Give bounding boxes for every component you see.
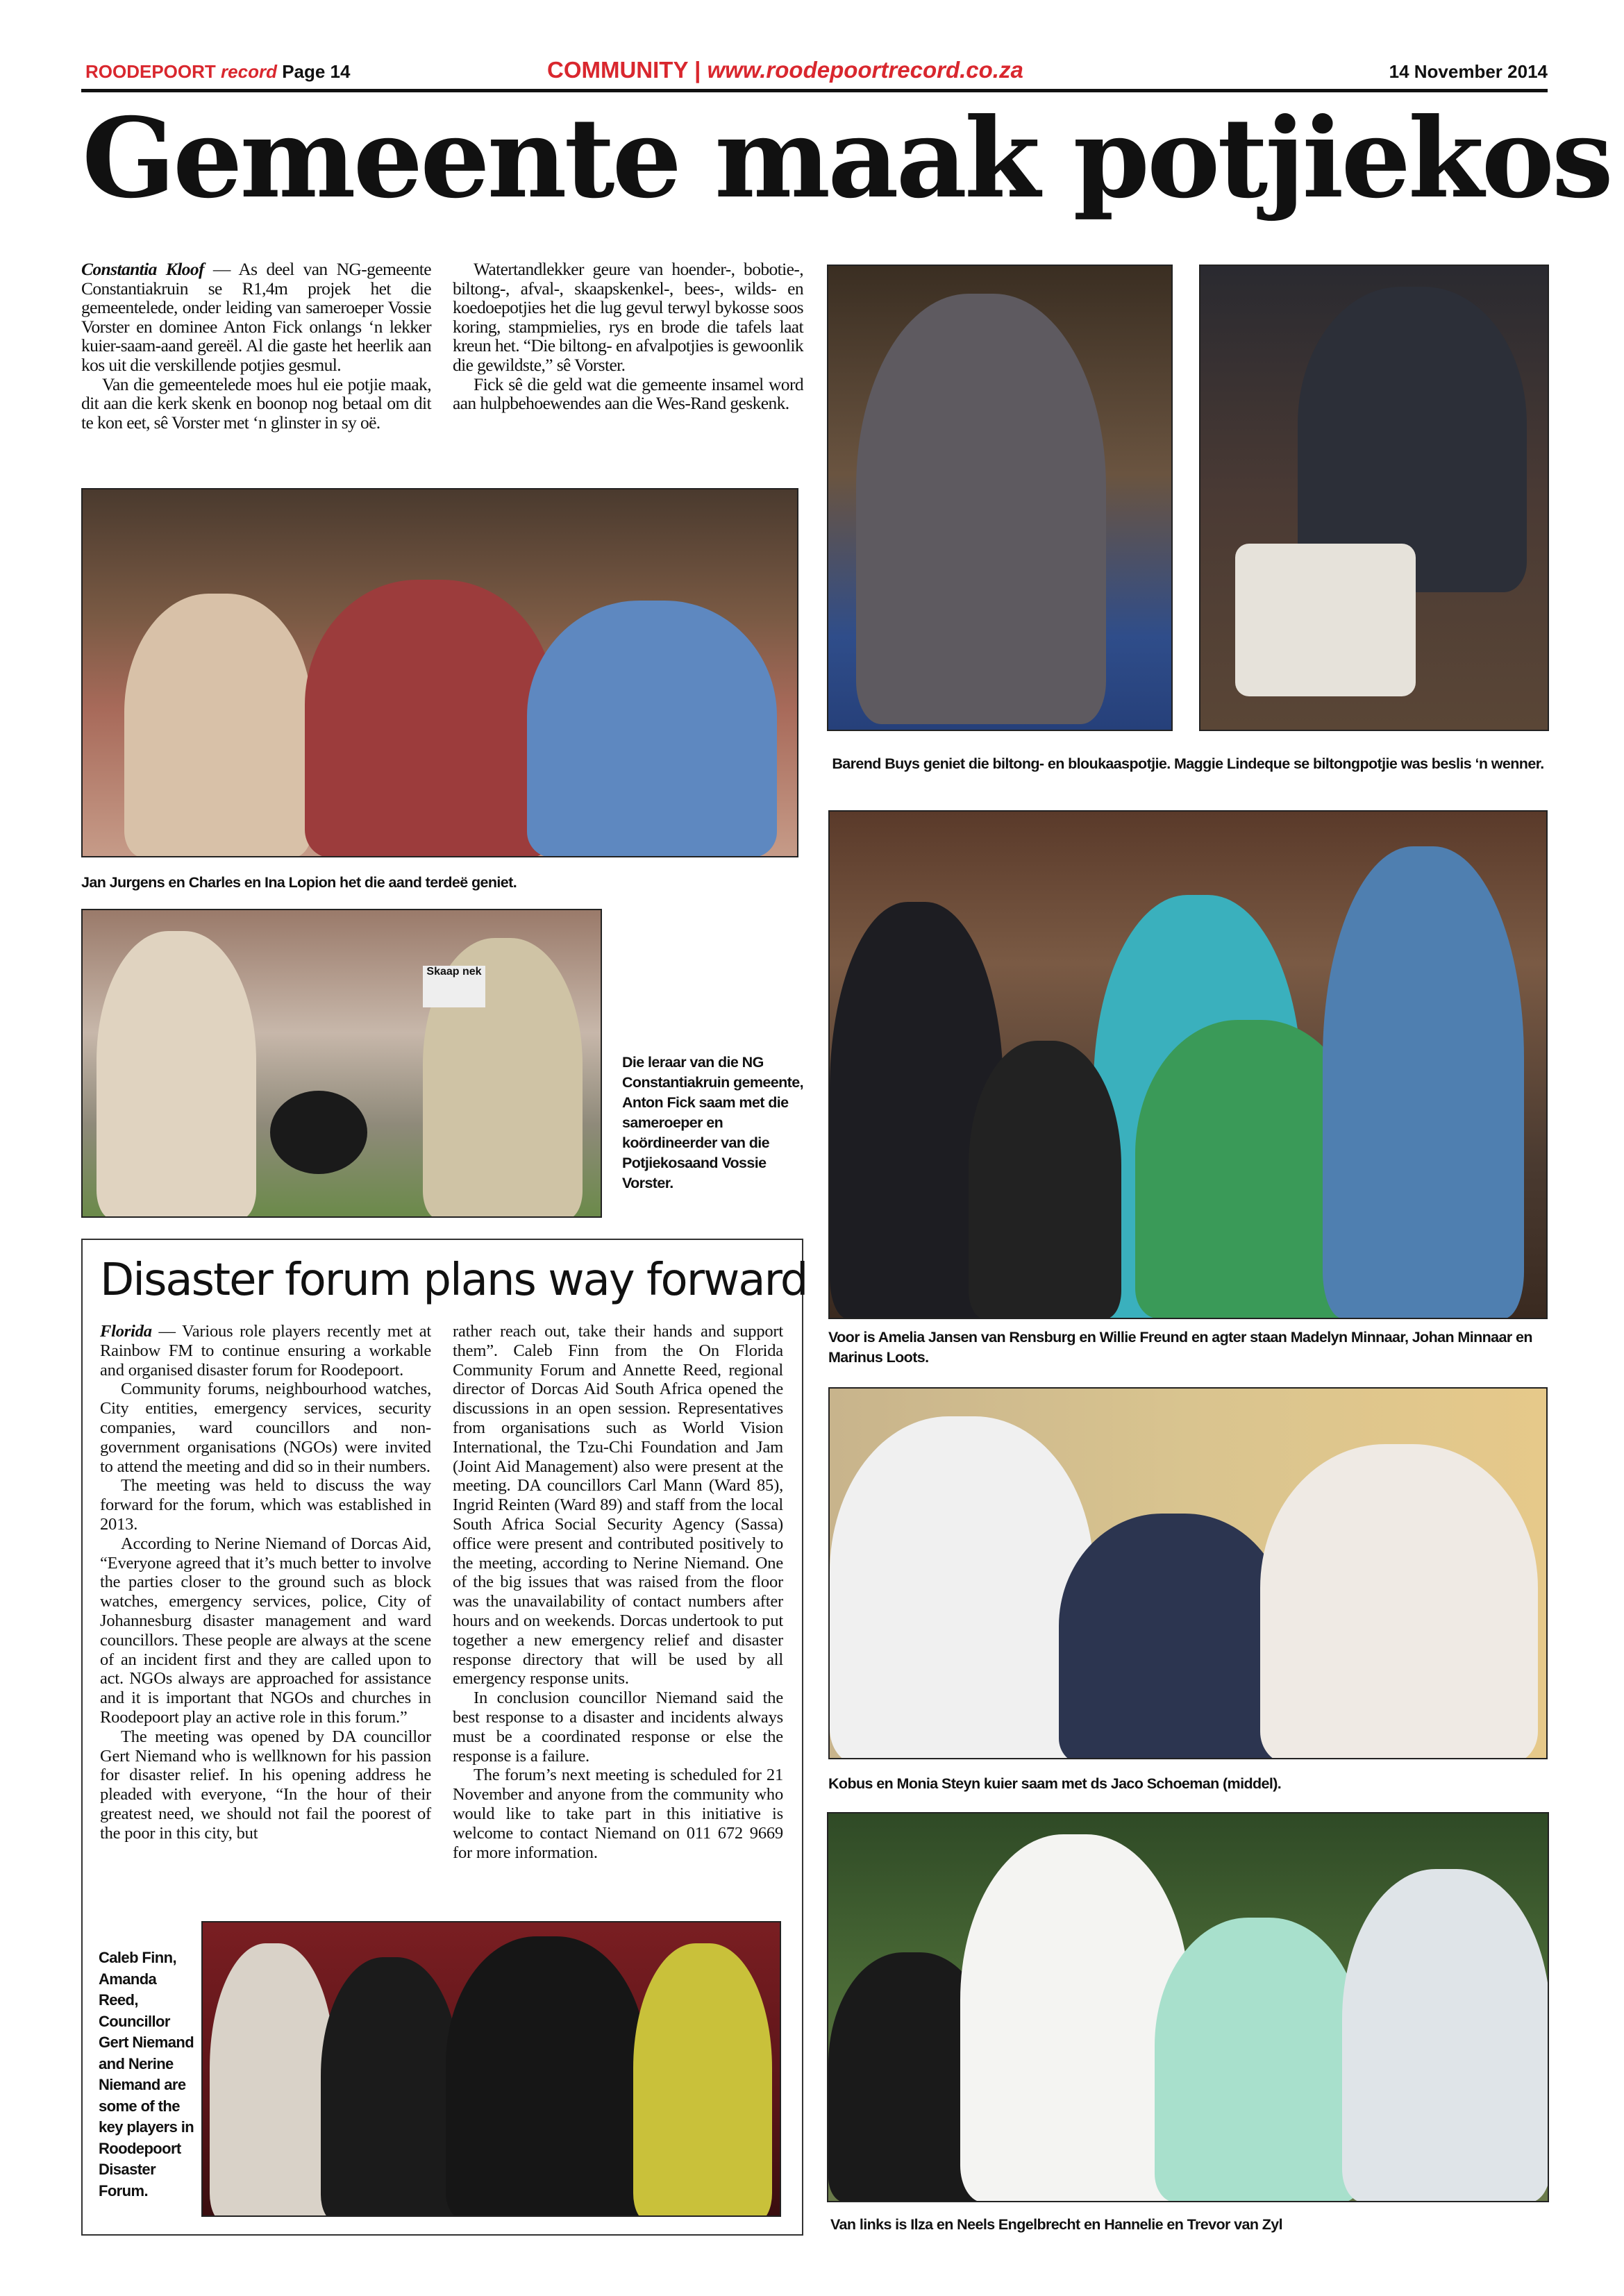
article2-paragraph: rather reach out, take their hands and support them”. Caleb Finn from the On Florida Community Forum and Annette Reed, regional director of Dorcas Aid South Africa opened the discussions in an open session. Representatives from organisations such as World Vision International, the Tzu-Chi Foundation and Jam (Joint Aid Management) also were present at the meeting. DA councillors Carl Mann (Ward 85), Ingrid Reinten (Ward 89) and staff from the local South Africa Social Security Agency (Sassa) office were present and contributed positively to the meeting, according to Nerine Niemand. One of the big issues that was raised from the floor was the unavailability of contact numbers after hours and on weekends. Dorcas undertook to put together a new emergency relief and disaster response directory that will be used by all emergency response units. bbox=[453, 1322, 783, 1689]
section-name: COMMUNITY bbox=[547, 57, 688, 83]
caption-vanlinks: Van links is Ilza en Neels Engelbrecht en Hannelie en Trevor van Zyl bbox=[830, 2216, 1283, 2233]
article2-paragraph: Florida — Various role players recently met at Rainbow FM to continue ensuring a workable and organised disaster forum for Roodepoort. bbox=[100, 1322, 431, 1380]
photo-kobus-monia bbox=[828, 1387, 1548, 1759]
masthead bbox=[85, 61, 350, 83]
page-headline: Gemeente maak potjiekos bbox=[82, 94, 1611, 223]
dateline: Florida bbox=[100, 1322, 152, 1341]
article1-paragraph: Watertandlekker geure van hoender-, bobotie-, biltong-, afval-, skaapskenkel-, bees-, wilds- en koedoepotjies het die lug gevul terwyl bykosse soos koring, stampmielies, rys en brode die tafels laat kreun het. “Die biltong- en afvalpotjies is gewoonlik die gewildste,” sê Vorster. bbox=[453, 259, 803, 375]
article2-paragraph: In conclusion councillor Niemand said the best response to a disaster and incidents always must be a coordinated response or else the response is a failure. bbox=[453, 1689, 783, 1766]
sign-skaap-nek: Skaap nek bbox=[423, 966, 485, 1007]
article2-paragraph: Community forums, neighbourhood watches, City entities, emergency services, security companies, ward councillors and non-government organisations (NGOs) were invited to attend the meeting and did so in their numbers. bbox=[100, 1380, 431, 1476]
article1-paragraph: Fick sê die geld wat die gemeente insamel word aan hulpbehoewendes aan die Wes-Rand geskenk. bbox=[453, 374, 803, 414]
caption-kobus: Kobus en Monia Steyn kuier saam met ds Jaco Schoeman (middel). bbox=[828, 1775, 1282, 1792]
caption-voor: Voor is Amelia Jansen van Rensburg en Willie Freund en agter staan Madelyn Minnaar, Johan Minnaar en Marinus Loots. bbox=[828, 1329, 1532, 1366]
caption-leraar: Die leraar van die NG Constantiakruin gemeente, Anton Fick saam met die sameroeper en koördineerder van die Potjiekosaand Vossie Vorster. bbox=[622, 1054, 803, 1191]
issue-date: 14 November 2014 bbox=[1389, 61, 1548, 82]
photo-maggie-lindeque bbox=[1199, 265, 1549, 731]
article2-paragraph: The meeting was held to discuss the way forward for the forum, which was established in 2013. bbox=[100, 1476, 431, 1534]
article2-column-1 bbox=[100, 1322, 431, 1843]
article1-paragraph: Van die gemeentelede moes hul eie potjie maak, dit aan die kerk skenk en boonop nog betaal om dit te kon eet, sê Vorster met ‘n glinster in sy oë. bbox=[81, 374, 431, 433]
dateline: Constantia Kloof bbox=[81, 259, 204, 279]
article1-paragraph: Constantia Kloof — As deel van NG-gemeente Constantiakruin se R1,4m projek het die gemeentelede, onder leiding van sameroeper Vossie Vorster en dominee Anton Fick onlangs ‘n lekker kuier-saam-aand gereël. Al die gaste het heerlik aan kos uit die verskillende potjies gesmul. bbox=[81, 259, 431, 375]
article2-paragraph: According to Nerine Niemand of Dorcas Aid, “Everyone agreed that it’s much better to involve the parties closer to the ground such as block watches, emergency services, police, City of Johannesburg disaster management and ward councillors. These people are always at the scene of an incident first and they are called upon to act. NGOs always are approached for assistance and it is important that NGOs and churches in Roodepoort play an active role in this forum.” bbox=[100, 1534, 431, 1727]
caption-caleb: Caleb Finn, Amanda Reed, Councillor Gert Niemand and Nerine Niemand are some of the key players in Roodepoort Disaster Forum. bbox=[99, 1949, 194, 2199]
paper-name-italic: record bbox=[221, 61, 277, 82]
website-link[interactable]: www.roodepoortrecord.co.za bbox=[707, 57, 1023, 83]
photo-barend-buys bbox=[827, 265, 1173, 731]
article1-column-2 bbox=[453, 260, 803, 413]
photo-leraar-vorster bbox=[81, 909, 602, 1218]
separator: | bbox=[694, 57, 701, 83]
header-rule bbox=[81, 89, 1548, 92]
photo-group-minnaar bbox=[828, 810, 1548, 1319]
caption-barend: Barend Buys geniet die biltong- en bloukaaspotjie. Maggie Lindeque se biltongpotjie was beslis ‘n wenner. bbox=[832, 755, 1544, 772]
photo-disaster-forum bbox=[201, 1921, 781, 2217]
article1-column-1 bbox=[81, 260, 431, 432]
photo-engelbrecht-vanzyl bbox=[827, 1812, 1549, 2202]
section-header bbox=[547, 57, 1023, 83]
disaster-headline: Disaster forum plans way forward bbox=[100, 1255, 807, 1306]
article2-paragraph: The forum’s next meeting is scheduled for 21 November and anyone from the community who would like to take part in this initiative is welcome to contact Niemand on 011 672 9669 for more information. bbox=[453, 1766, 783, 1862]
paper-name: ROODEPOORT bbox=[85, 61, 216, 82]
page-number: Page 14 bbox=[282, 61, 351, 82]
article2-column-2 bbox=[453, 1322, 783, 1862]
article2-paragraph: The meeting was opened by DA councillor Gert Niemand who is wellknown for his passion for disaster relief. In his opening address he pleaded with everyone, “In the hour of their greatest need, we should not fail the poorest of the poor in this city, but bbox=[100, 1727, 431, 1843]
caption-jurgens: Jan Jurgens en Charles en Ina Lopion het die aand terdeë geniet. bbox=[81, 874, 517, 891]
photo-jurgens-lopion bbox=[81, 488, 798, 857]
